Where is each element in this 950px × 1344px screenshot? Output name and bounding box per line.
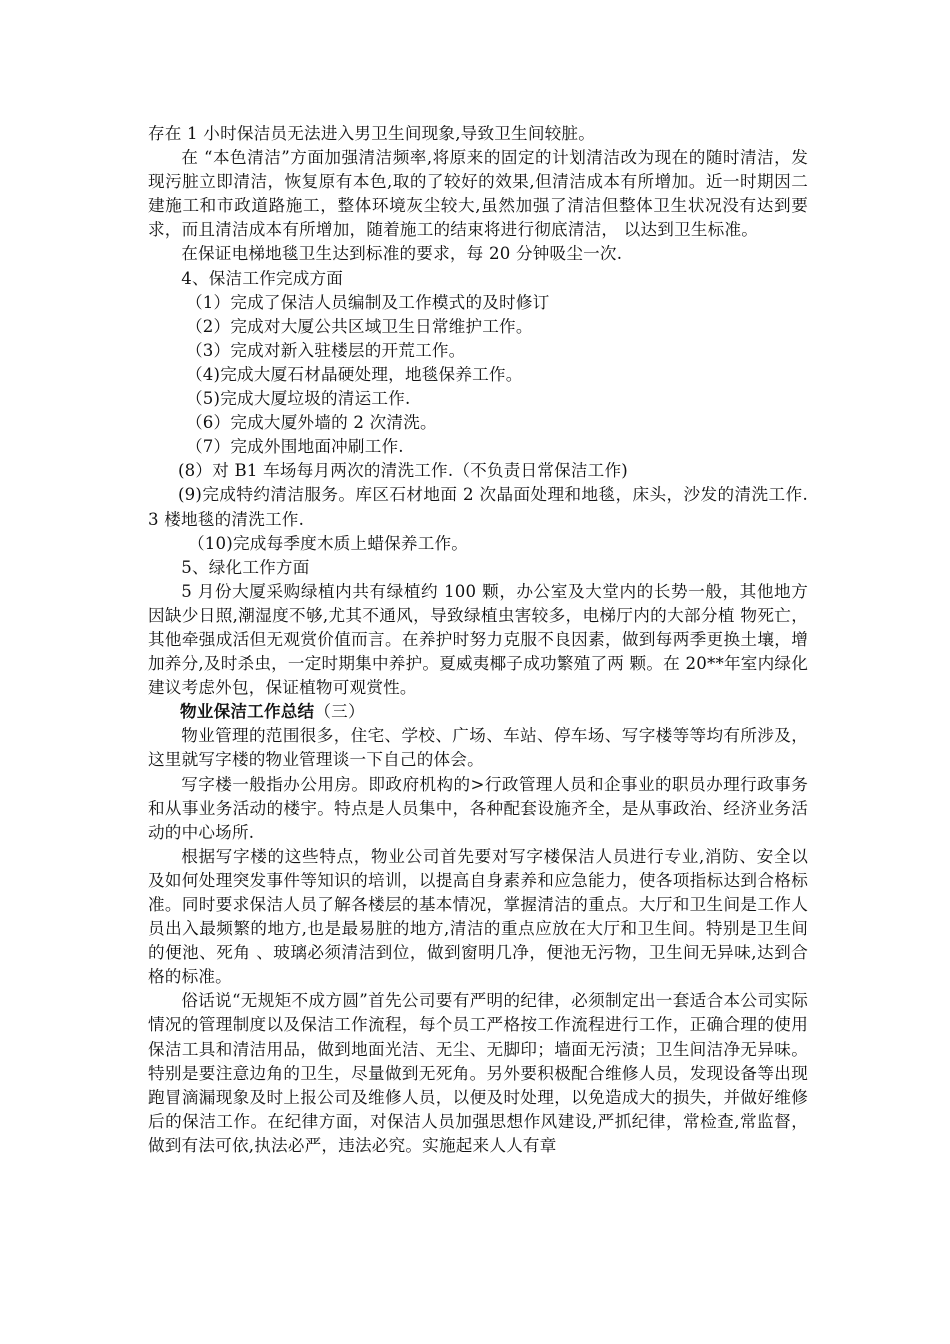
list-item: （6）完成大厦外墙的 2 次清洗。 <box>186 413 437 433</box>
list-item: （3）完成对新入驻楼层的开荒工作。 <box>186 340 466 360</box>
section-title-greening: 5、绿化工作方面 <box>181 557 310 577</box>
list-item: （1）完成了保洁人员编制及工作模式的及时修订 <box>186 292 550 312</box>
section-heading-suffix: （三） <box>314 702 365 722</box>
list-item: (9)完成特约清洁服务。库区石材地面 2 次晶面处理和地毯，床头，沙发的清洗工作.3 楼地毯的清洗工作. <box>148 485 808 529</box>
section-heading-main: 物业保洁工作总结 <box>180 702 315 722</box>
section-title-cleaning-completion: 4、保洁工作完成方面 <box>181 268 344 288</box>
paragraph-greening: 5 月份大厦采购绿植内共有绿植约 100 颗，办公室及大堂内的长势一般，其他地方因缺少日照,潮湿度不够,尤其不通风，导致绿植虫害较多，电梯厅内的大部分植 物死亡，其他牵强成活但无观赏价值而言。在养护时努力克服不良因素，做到每两季更换土壤，增加养分,及时杀虫，一定时期集中养护。夏威夷椰子成功繁殖了两 颗。在 20**年室内绿化建议考虑外包，保证植物可观赏性。 <box>148 581 808 698</box>
section-heading <box>148 700 808 724</box>
document-body <box>148 122 808 1158</box>
paragraph-office-definition: 写字楼一般指办公用房。即政府机构的>行政管理人员和企事业的职员办理行政事务和从事业务活动的楼宇。特点是人员集中，各种配套设施齐全，是从事政治、经济业务活动的中心场所. <box>148 774 808 842</box>
list-item: （2）完成对大厦公共区域卫生日常维护工作。 <box>186 316 533 336</box>
paragraph-training: 根据写字楼的这些特点，物业公司首先要对写字楼保洁人员进行专业,消防、安全以及如何处理突发事件等知识的培训，以提高自身素养和应急能力，使各项指标达到合格标准。同时要求保洁人员了解各楼层的基本情况，掌握清洁的重点。大厅和卫生间是工作人员出入最频繁的地方,也是最易脏的地方,清洁的重点应放在大厅和卫生间。特别是卫生间的便池、死角 、玻璃必须清洁到位，做到窗明几净，便池无污物，卫生间无异味,达到合格的标准。 <box>148 846 808 987</box>
list-item: （4)完成大厦石材晶硬处理，地毯保养工作。 <box>186 364 523 384</box>
list-item: （10)完成每季度木质上蜡保养工作。 <box>188 533 469 553</box>
paragraph-continuation: 存在 1 小时保洁员无法进入男卫生间现象,导致卫生间较脏。 <box>148 124 596 143</box>
list-item: （5)完成大厦垃圾的清运工作. <box>186 389 411 409</box>
paragraph-scope: 物业管理的范围很多，住宅、学校、广场、车站、停车场、写字楼等等均有所涉及，这里就写字楼的物业管理谈一下自己的体会。 <box>148 726 808 770</box>
list-item: （7）完成外围地面冲刷工作. <box>186 437 404 457</box>
paragraph-elevator-carpet: 在保证电梯地毯卫生达到标准的要求，每 20 分钟吸尘一次. <box>181 244 623 264</box>
list-item: (8）对 B1 车场每月两次的清洗工作.（不负责日常保洁工作) <box>178 461 628 481</box>
paragraph-natural-clean: 在 “本色清洁”方面加强清洁频率,将原来的固定的计划清洁改为现在的随时清洁，发现污脏立即清洁，恢复原有本色,取的了较好的效果,但清洁成本有所增加。近一时期因二建施工和市政道路施工，整体环境灰尘较大,虽然加强了清洁但整体卫生状况没有达到要求，而且清洁成本有所增加，随着施工的结束将进行彻底清洁， 以达到卫生标准。 <box>148 148 808 240</box>
paragraph-discipline: 俗话说“无规矩不成方圆”首先公司要有严明的纪律，必须制定出一套适合本公司实际情况的管理制度以及保洁工作流程，每个员工严格按工作流程进行工作，正确合理的使用保洁工具和清洁用品，做到地面光洁、无尘、无脚印；墙面无污渍；卫生间洁净无异味。特别是要注意边角的卫生，尽量做到无死角。另外要积极配合维修人员，发现设备等出现跑冒滴漏现象及时上报公司及维修人员，以便及时处理，以免造成大的损失，并做好维修后的保洁工作。在纪律方面，对保洁人员加强思想作风建设,严抓纪律，常检查,常监督，做到有法可依,执法必严，违法必究。实施起来人人有章 <box>148 991 809 1155</box>
